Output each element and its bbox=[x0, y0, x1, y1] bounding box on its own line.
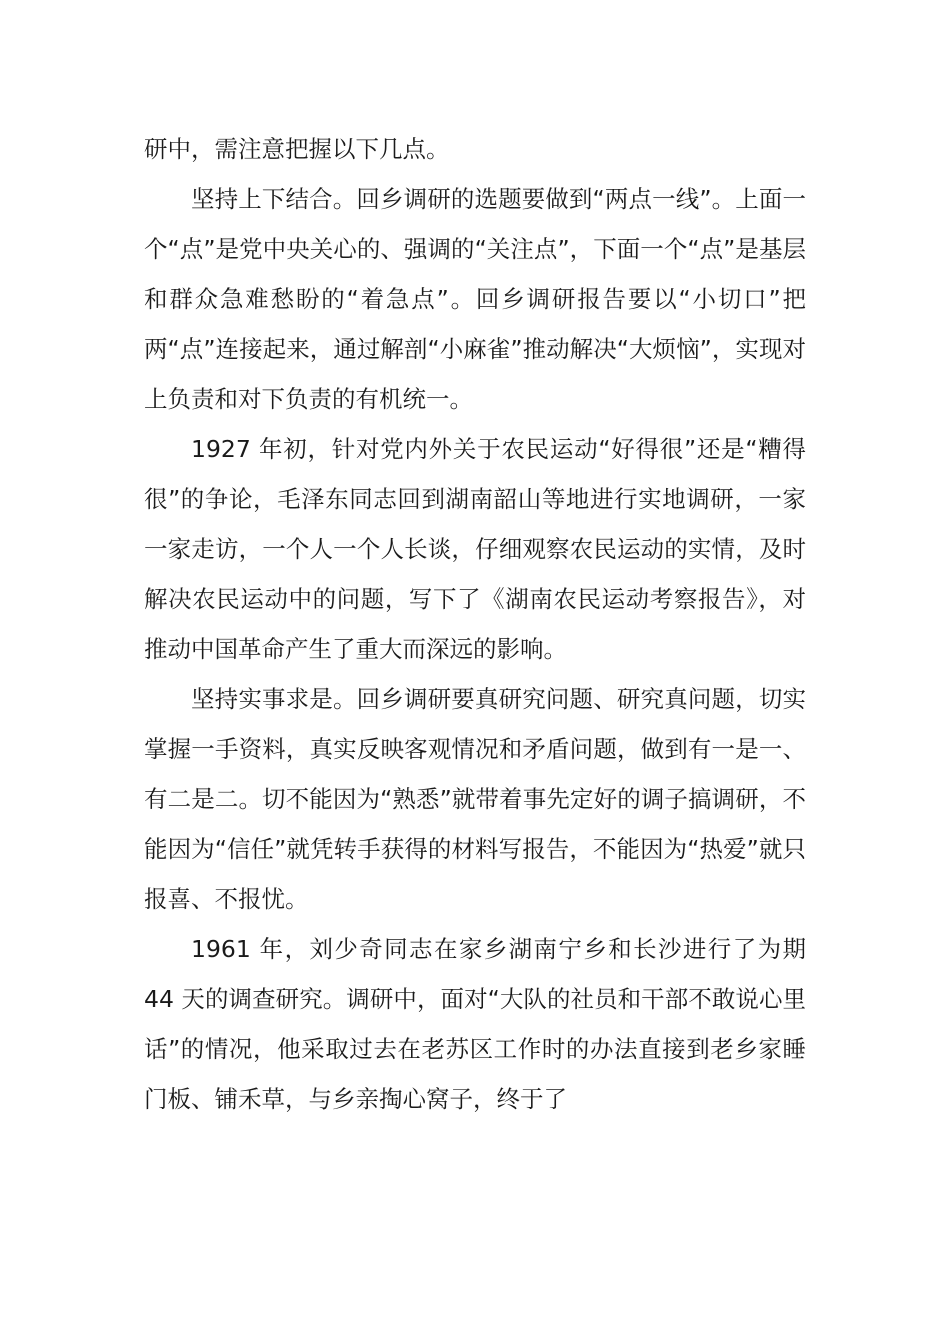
document-body bbox=[144, 124, 806, 1124]
paragraph-continuation: 研中，需注意把握以下几点。 bbox=[144, 135, 450, 163]
paragraph-1961: 1961 年，刘少奇同志在家乡湖南宁乡和长沙进行了为期 44 天的调查研究。调研中，面对“大队的社员和干部不敢说心里话”的情况，他采取过去在老苏区工作时的办法直接到老乡家睡门板、铺禾草，与乡亲掏心窝子，终于了 bbox=[144, 935, 806, 1113]
paragraph-seek-truth: 坚持实事求是。回乡调研要真研究问题、研究真问题，切实掌握一手资料，真实反映客观情况和矛盾问题，做到有一是一、有二是二。切不能因为“熟悉”就带着事先定好的调子搞调研，不能因为“信任”就凭转手获得的材料写报告，不能因为“热爱”就只报喜、不报忧。 bbox=[144, 685, 806, 913]
paragraph-1927: 1927 年初，针对党内外关于农民运动“好得很”还是“糟得很”的争论，毛泽东同志回到湖南韶山等地进行实地调研，一家一家走访，一个人一个人长谈，仔细观察农民运动的实情，及时解决农民运动中的问题，写下了《湖南农民运动考察报告》，对推动中国革命产生了重大而深远的影响。 bbox=[144, 435, 806, 663]
paragraph-top-down: 坚持上下结合。回乡调研的选题要做到“两点一线”。上面一个“点”是党中央关心的、强调的“关注点”，下面一个“点”是基层和群众急难愁盼的“着急点”。回乡调研报告要以“小切口”把两“点”连接起来，通过解剖“小麻雀”推动解决“大烦恼”，实现对上负责和对下负责的有机统一。 bbox=[144, 185, 806, 413]
